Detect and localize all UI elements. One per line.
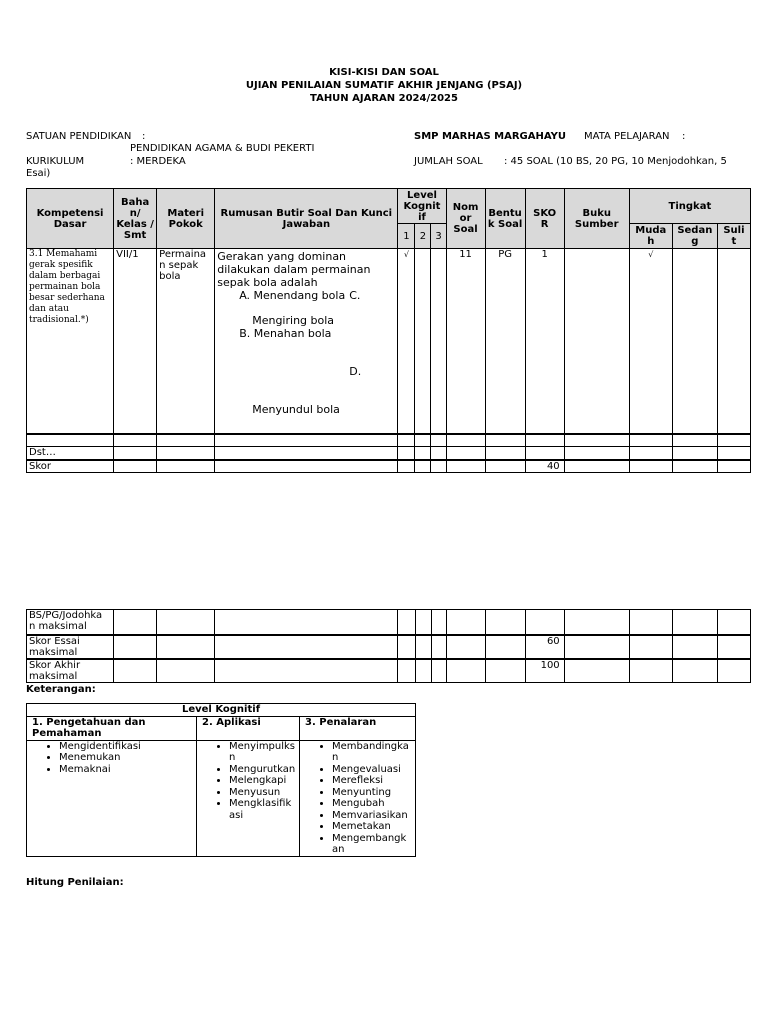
table-row <box>27 460 751 473</box>
akhir-label: Skor Akhir maksimal <box>27 659 114 683</box>
list-item: • Mengevaluasi <box>332 764 413 776</box>
header-kd: Kompetensi Dasar <box>27 189 114 249</box>
doc-title: KISI-KISI DAN SOAL <box>329 67 439 78</box>
akhir-value: 100 <box>525 659 564 683</box>
kurikulum-label: KURIKULUM <box>26 156 85 167</box>
list-item: • Mengembangk an <box>332 833 413 856</box>
col3-list <box>300 740 416 856</box>
essai-label: Skor Essai maksimal <box>27 635 114 659</box>
option-a: A. Menendang bola <box>239 289 346 302</box>
table-row <box>27 610 751 635</box>
level-kognitif-table <box>26 703 416 857</box>
col2-list <box>197 740 300 856</box>
l1-check: √ <box>398 249 415 434</box>
keterangan-label: Keterangan: <box>26 684 96 695</box>
level-kognitif-title: Level Kognitif <box>27 704 416 717</box>
jumlah-value: : 45 SOAL (10 BS, 20 PG, 10 Menjodohkan, 5 <box>504 156 727 167</box>
kurikulum-value: : MERDEKA <box>130 156 186 167</box>
list-item: • Menemukan <box>59 752 194 764</box>
question-text: Gerakan yang dominan dilakukan dalam permainan sepak bola adalah <box>217 250 371 289</box>
header-level: Level Kognit if <box>398 189 446 224</box>
mapel-colon: : <box>682 131 686 142</box>
list-item: • Memetakan <box>332 821 413 833</box>
header-tingkat: Tingkat <box>629 189 750 224</box>
list-item: • Mengubah <box>332 798 413 810</box>
col1-head: 1. Pengetahuan dan Pemahaman <box>27 716 197 740</box>
dst-cell: Dst… <box>27 447 114 460</box>
materi-cell: Permaina n sepak bola <box>157 249 215 434</box>
skor-total: 40 <box>525 460 564 473</box>
hitung-label: Hitung Penilaian: <box>26 877 124 888</box>
nomor-cell: 11 <box>446 249 485 434</box>
header-sedang: Sedan g <box>672 224 717 249</box>
list-item: • Merefleksi <box>332 775 413 787</box>
bs-label: BS/PG/Jodohka n maksimal <box>27 610 114 635</box>
header-buku: Buku Sumber <box>564 189 629 249</box>
header-materi: Materi Pokok <box>157 189 215 249</box>
list-item: • Melengkapi <box>229 775 297 787</box>
list-item: • Memaknai <box>59 764 194 776</box>
satuan-label: SATUAN PENDIDIKAN <box>26 131 132 142</box>
skor-label: Skor <box>27 460 114 473</box>
bentuk-cell: PG <box>485 249 525 434</box>
option-d-letter: D. <box>349 365 362 378</box>
doc-subtitle: UJIAN PENILAIAN SUMATIF AKHIR JENJANG (PSAJ) <box>245 80 523 91</box>
header-l3: 3 <box>431 224 446 249</box>
option-c-text: Mengiring bola <box>252 314 335 327</box>
header-bentuk: Bentu k Soal <box>485 189 525 249</box>
satuan-value: SMP MARHAS MARGAHAYU <box>414 131 566 142</box>
header-nomor: Nom or Soal <box>446 189 485 249</box>
kisi-table <box>26 188 751 473</box>
list-item: • Membandingka n <box>332 741 413 764</box>
col1-list <box>27 740 197 856</box>
col2-head: 2. Aplikasi <box>197 716 300 740</box>
list-item: • Mengklasifik asi <box>229 798 297 821</box>
table-row <box>27 447 751 460</box>
jumlah-label: JUMLAH SOAL <box>414 156 483 167</box>
list-item: • Menyusun <box>229 787 297 799</box>
jumlah-cont: Esai) <box>26 168 51 179</box>
header-rumusan: Rumusan Butir Soal Dan Kunci Jawaban <box>215 189 398 249</box>
header-mudah: Muda h <box>629 224 672 249</box>
header-skor: SKO R <box>525 189 564 249</box>
option-b: B. Menahan bola <box>239 327 332 340</box>
table-row <box>27 434 751 447</box>
header-l2: 2 <box>415 224 431 249</box>
table-row <box>27 659 751 683</box>
header-bahan: Baha n/ Kelas / Smt <box>114 189 157 249</box>
kd-cell: 3.1 Memahami gerak spesifik dalam berbagai permainan bola besar sederhana dan atau tradisional.*) <box>27 249 114 434</box>
satuan-colon: : <box>142 131 146 142</box>
essai-value: 60 <box>525 635 564 659</box>
mapel-value: PENDIDIKAN AGAMA & BUDI PEKERTI <box>130 143 315 154</box>
option-c-letter: C. <box>349 289 361 302</box>
list-item: • Mengidentifikasi <box>59 741 194 753</box>
list-item: • Menyimpulks n <box>229 741 297 764</box>
table-row <box>27 249 751 434</box>
doc-year: TAHUN AJARAN 2024/2025 <box>310 93 458 104</box>
col3-head: 3. Penalaran <box>300 716 416 740</box>
header-l1: 1 <box>398 224 415 249</box>
mapel-label: MATA PELAJARAN <box>584 131 670 142</box>
rumusan-cell <box>215 249 398 434</box>
bahan-cell: VII/1 <box>114 249 157 434</box>
skor-cell: 1 <box>525 249 564 434</box>
header-sulit: Suli t <box>717 224 750 249</box>
list-item: • Memvariasikan <box>332 810 413 822</box>
option-d-text: Menyundul bola <box>252 403 340 416</box>
mudah-check: √ <box>629 249 672 434</box>
list-item: • Menyunting <box>332 787 413 799</box>
table-row <box>27 635 751 659</box>
list-item: • Mengurutkan <box>229 764 297 776</box>
skor-table <box>26 609 751 683</box>
